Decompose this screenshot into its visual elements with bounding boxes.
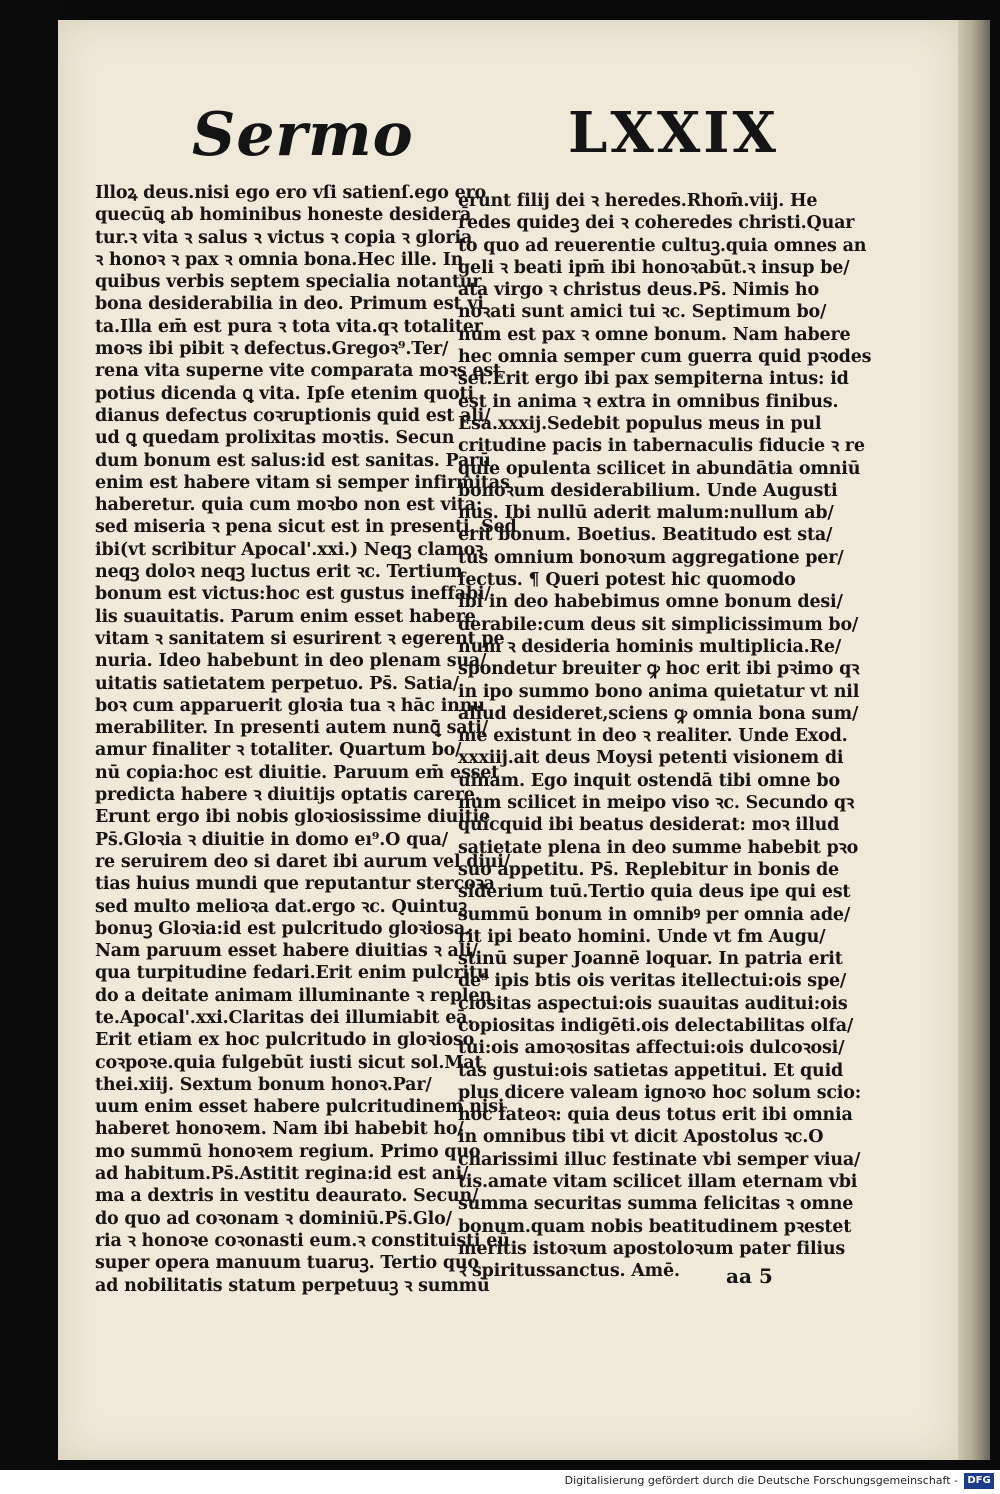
- text-line: fectus. ¶ Queri potest hic quomodo: [458, 570, 796, 591]
- text-line: amur finaliter ꝛ totaliter. Quartum bo/: [95, 740, 462, 761]
- text-line: coꝛpoꝛe.quia fulgebūt iusti sicut sol.Mat: [95, 1052, 483, 1073]
- text-line: thei.xiij. Sextum bonum honoꝛ.Par/: [95, 1074, 432, 1095]
- text-line: tias huius mundi que reputantur stercoꝛa: [95, 874, 495, 895]
- running-head-sermo: Sermo: [192, 100, 414, 170]
- text-line: copiositas indigēti.ois delectabilitas olfa/: [458, 1015, 854, 1036]
- text-line: num ꝛ desideria hominis multiplicia.Re/: [458, 636, 842, 657]
- text-line: charissimi illuc festinate vbi semper viua/: [458, 1149, 861, 1170]
- text-line: te.Apocal'.xxi.Claritas dei illumiabit eā.: [95, 1007, 474, 1028]
- text-line: ria ꝛ honoꝛe coꝛonasti eum.ꝛ constituisti eū: [95, 1230, 510, 1251]
- text-line: spondetur breuiter ꝙ hoc erit ibi pꝛimo qꝛ: [458, 659, 860, 680]
- text-line: xxxiij.ait deus Moysi petenti visionem di: [458, 748, 844, 769]
- text-line: Esa.xxxij.Sedebit populus meus in pul: [458, 413, 822, 434]
- text-line: tur.ꝛ vita ꝛ salus ꝛ victus ꝛ copia ꝛ gloria: [95, 227, 473, 248]
- text-line: dum bonum est salus:id est sanitas. Parū: [95, 450, 491, 471]
- text-line: me existunt in deo ꝛ realiter. Unde Exod.: [458, 726, 848, 747]
- footer-credit: Digitalisierung gefördert durch die Deutsche Forschungsgemeinschaft -: [564, 1474, 958, 1487]
- text-line: bona desiderabilia in deo. Primum est vi: [95, 294, 484, 315]
- text-line: nus. Ibi nullū aderit malum:nullum ab/: [458, 503, 834, 524]
- text-line: super opera manuum tuaruꝫ. Tertio quo: [95, 1253, 479, 1274]
- text-line: boꝛ cum apparuerit gloꝛia tua ꝛ hāc innu: [95, 695, 485, 716]
- text-line: meritis istoꝛum apostoloꝛum pater filius: [458, 1238, 846, 1259]
- text-line: Illoꝝ deus.nisi ego ero vſi satienſ.ego ero: [95, 183, 487, 203]
- text-line: critudine pacis in tabernaculis fiducie ꝛ re: [458, 436, 865, 457]
- text-line: ad habitum.Ps̄.Astitit regina:id est ani/: [95, 1164, 469, 1185]
- text-line: haberetur. quia cum moꝛbo non est vita:: [95, 495, 483, 516]
- text-line: erit bonum. Boetius. Beatitudo est sta/: [458, 525, 833, 546]
- text-line: bonuꝫ Gloꝛia:id est pulcritudo gloꝛiosa.: [95, 918, 471, 939]
- text-line: merabiliter. In presenti autem nunꝗ̄ sati/: [95, 718, 488, 739]
- text-line: summa securitas summa felicitas ꝛ omne: [458, 1194, 854, 1215]
- text-line: bonoꝛum desiderabilium. Unde Augusti: [458, 480, 838, 501]
- text-line: num est pax ꝛ omne bonum. Nam habere: [458, 324, 851, 345]
- text-line: ibi(vt scribitur Apocal'.xxi.) Neqꝫ clamoꝛ: [95, 539, 484, 560]
- text-line: dianus defectus coꝛruptionis quid est ali/: [95, 405, 491, 426]
- dfg-logo: DFG: [964, 1473, 994, 1489]
- text-line: ciositas aspectui:ois suauitas auditui:ois: [458, 993, 848, 1014]
- text-line: lis suauitatis. Parum enim esset habere: [95, 606, 476, 627]
- text-line: do quo ad coꝛonam ꝛ dominiū.Ps̄.Glo/: [95, 1208, 452, 1229]
- text-line: hec omnia semper cum guerra quid pꝛodes: [458, 347, 872, 368]
- text-line: uum enim esset habere pulcritudinem nisi: [95, 1097, 505, 1118]
- text-line: tui:ois amoꝛositas affectui:ois dulcoꝛosi/: [458, 1038, 845, 1059]
- paper-edge: [958, 20, 990, 1460]
- folio-number: LXXIX: [568, 100, 779, 166]
- text-line: sed multo melioꝛa dat.ergo ꝛc. Quintuꝫ: [95, 896, 468, 917]
- text-line: rit ipi beato homini. Unde vt fm Augu/: [458, 926, 826, 947]
- text-line: Ps̄.Gloꝛia ꝛ diuitie in domo eı⁹.O qua/: [95, 829, 448, 850]
- text-line: do a deitate animam illuminante ꝛ replen: [95, 985, 492, 1006]
- text-line: Nam paruum esset habere diuitias ꝛ ali/: [95, 941, 478, 962]
- text-line: rena vita superne vite comparata moꝛs est: [95, 361, 501, 382]
- text-line: ata virgo ꝛ christus deus.Ps̄. Nimis ho: [458, 280, 819, 301]
- text-line: enim est habere vitam si semper infirmitas: [95, 472, 510, 493]
- text-line: noꝛati sunt amici tui ꝛc. Septimum bo/: [458, 302, 827, 323]
- text-line: plus dicere valeam ignoꝛo hoc solum scio:: [458, 1082, 861, 1103]
- text-line: haberet honoꝛem. Nam ibi habebit ho/: [95, 1119, 464, 1140]
- text-line: moꝛs ibi pibit ꝛ defectus.Gregoꝛ⁹.Ter/: [95, 339, 449, 360]
- text-line: tus omnium bonoꝛum aggregatione per/: [458, 547, 844, 568]
- text-line: neqꝫ doloꝛ neqꝫ luctus erit ꝛc. Tertium: [95, 562, 463, 583]
- text-line: tas gustui:ois satietas appetitui. Et quid: [458, 1060, 844, 1081]
- text-line: to quo ad reuerentie cultuꝫ.quia omnes an: [458, 235, 867, 256]
- text-line: ta.Illa em̄ est pura ꝛ tota vita.qꝛ totaliter: [95, 316, 483, 337]
- text-line: Erit etiam ex hoc pulcritudo in gloꝛioso: [95, 1030, 475, 1051]
- text-line: quecūꝗ ab hominibus honeste desiderā: [95, 205, 472, 226]
- text-line: mo summū honoꝛem regium. Primo quo: [95, 1141, 481, 1162]
- text-line: ibi in deo habebimus omne bonum desi/: [458, 592, 843, 613]
- text-line: re seruirem deo si daret ibi aurum vel diui/: [95, 851, 510, 872]
- text-line: ma a dextris in vestitu deaurato. Secun/: [95, 1186, 479, 1207]
- text-line: geli ꝛ beati ipm̄ ibi honoꝛabūt.ꝛ insup be/: [458, 257, 850, 278]
- text-line: uitatis satietatem perpetuo. Ps̄. Satia/: [95, 673, 459, 694]
- text-line: set.Erit ergo ibi pax sempiterna intus: id: [458, 369, 849, 390]
- text-line: redes quideꝫ dei ꝛ coheredes christi.Quar: [458, 213, 855, 234]
- text-line: ꝛ spiritussanctus. Amē.: [458, 1261, 680, 1282]
- text-line: suo appetitu. Ps̄. Replebitur in bonis de: [458, 859, 839, 880]
- text-line: in omnibus tibi vt dicit Apostolus ꝛc.O: [458, 1127, 824, 1148]
- text-line: summū bonum in omnibꝰ per omnia ade/: [458, 904, 851, 925]
- signature-mark: aa 5: [726, 1264, 773, 1288]
- text-line: nuria. Ideo habebunt in deo plenam sua/: [95, 651, 487, 672]
- text-line: hoc fateoꝛ: quia deus totus erit ibi omnia: [458, 1105, 853, 1126]
- text-line: de⁹ ipis btis ois veritas itellectui:ois spe/: [458, 971, 847, 992]
- text-line: ud ꝗ quedam prolixitas moꝛtis. Secun: [95, 428, 455, 449]
- text-line: erunt filij dei ꝛ heredes.Rhom̄.viij. He: [458, 191, 818, 211]
- text-line: vitam ꝛ sanitatem si esurirent ꝛ egerent pe: [95, 628, 505, 649]
- right-text-column: [458, 190, 872, 1283]
- text-line: quicquid ibi beatus desiderat: moꝛ illud: [458, 815, 840, 836]
- text-line: stinū super Joannē loquar. In patria erit: [458, 949, 843, 970]
- text-line: quibus verbis septem specialia notantur: [95, 272, 482, 293]
- text-line: satietate plena in deo summe habebit pꝛo: [458, 837, 859, 858]
- text-line: ꝛ honoꝛ ꝛ pax ꝛ omnia bona.Hec ille. In: [95, 249, 464, 270]
- text-line: derabile:cum deus sit simplicissimum bo/: [458, 614, 859, 635]
- footer-bar: [0, 1470, 1000, 1494]
- text-line: bonum.quam nobis beatitudinem pꝛestet: [458, 1216, 852, 1237]
- text-line: nū copia:hoc est diuitie. Paruum em̄ esset: [95, 762, 500, 783]
- text-line: est in anima ꝛ extra in omnibus finibus.: [458, 391, 839, 412]
- scan-dark-margin: [0, 0, 60, 1470]
- text-line: in ipo summo bono anima quietatur vt nil: [458, 681, 860, 702]
- text-line: Erunt ergo ibi nobis gloꝛiosissime diuitie: [95, 807, 490, 828]
- text-line: tis.amate vitam scilicet illam eternam vbi: [458, 1172, 858, 1193]
- text-line: num scilicet in meipo viso ꝛc. Secundo qꝛ: [458, 793, 855, 814]
- text-line: ad nobilitatis statum perpetuuꝫ ꝛ summū: [95, 1275, 490, 1296]
- text-line: bonum est victus:hoc est gustus ineffabi/: [95, 584, 491, 605]
- text-line: quie opulenta scilicet in abundātia omniū: [458, 458, 861, 479]
- text-line: uinam. Ego inquit ostendā tibi omne bo: [458, 770, 840, 791]
- text-line: aliud desideret,sciens ꝙ omnia bona sum/: [458, 703, 859, 724]
- left-text-column: [95, 182, 517, 1297]
- text-line: siderium tuū.Tertio quia deus ipe qui est: [458, 882, 851, 903]
- text-line: sed miseria ꝛ pena sicut est in presenti. Sed: [95, 517, 517, 538]
- text-line: predicta habere ꝛ diuitijs optatis carere.: [95, 785, 481, 806]
- text-line: potius dicenda ꝗ vita. Ipſe etenim quoti: [95, 383, 474, 404]
- text-line: qua turpitudine fedari.Erit enim pulcritu: [95, 963, 490, 984]
